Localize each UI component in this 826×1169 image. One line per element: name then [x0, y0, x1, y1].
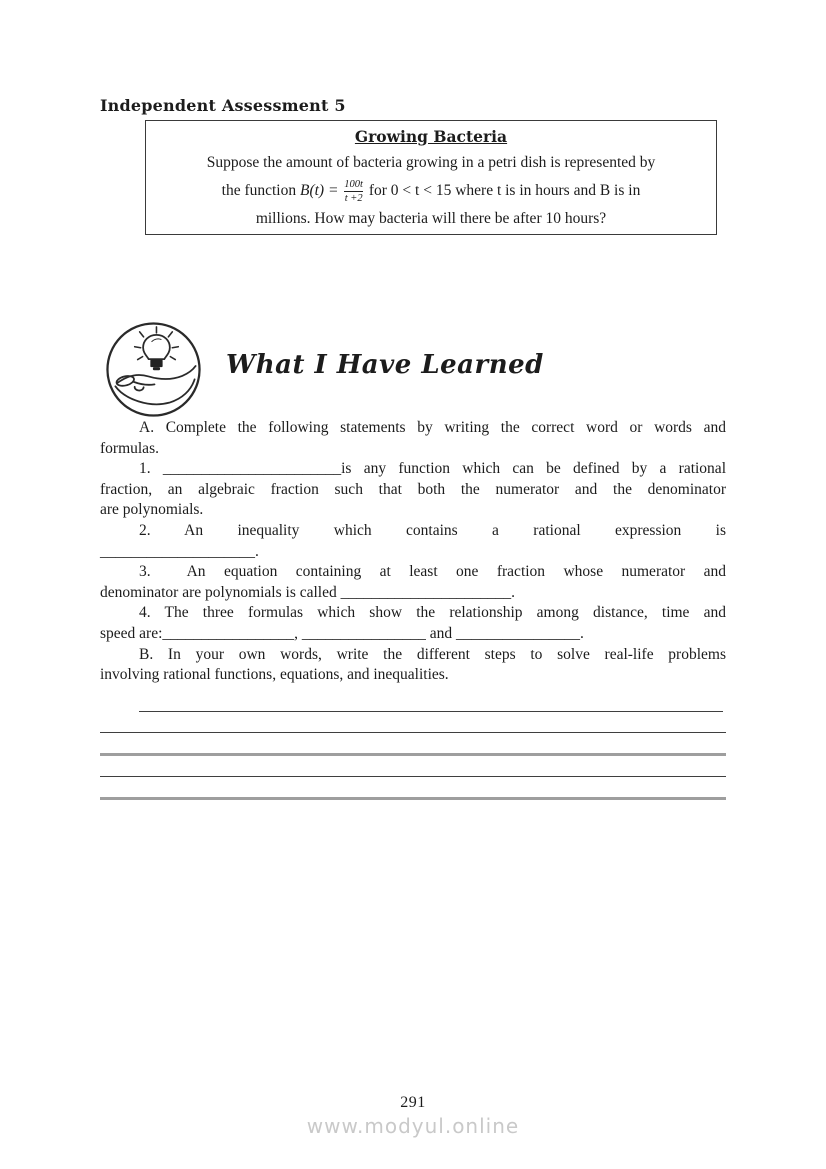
- paragraph: [100, 562, 726, 603]
- section-heading: Independent Assessment 5: [100, 96, 346, 115]
- paragraph: [100, 459, 726, 521]
- problem-text-line-1: Suppose the amount of bacteria growing in a petri dish is represented by: [206, 154, 656, 171]
- paragraph-line: fraction, an algebraic fraction such that both the numerator and the denominator: [100, 480, 726, 498]
- paragraph-line: A. Complete the following statements by writing the correct word or words and: [139, 419, 726, 436]
- blank-writing-line: [139, 688, 723, 712]
- blank-writing-line: [100, 712, 726, 733]
- watermark: www.modyul.online: [306, 1114, 520, 1138]
- paragraph-line: speed are:_________________, ________________ and ________________.: [100, 624, 584, 642]
- paragraph-line: are polynomials.: [100, 501, 204, 519]
- paragraph-line: 4. The three formulas which show the relationship among distance, time and: [139, 604, 726, 622]
- paragraph-line: 1. _______________________is any function which can be defined by a rational: [139, 460, 726, 478]
- paragraph: [100, 603, 726, 644]
- paragraph-line: ____________________.: [100, 542, 259, 560]
- paragraph-line: 3. An equation containing at least one fraction whose numerator and: [139, 563, 726, 581]
- problem-box: [145, 120, 717, 235]
- paragraph-line: 2. An inequality which contains a rational expression is: [139, 521, 726, 539]
- paragraph-line: involving rational functions, equations, and inequalities.: [100, 666, 449, 684]
- paragraph: [100, 418, 726, 459]
- blank-writing-line: [100, 756, 726, 777]
- paragraph-line: B. In your own words, write the different steps to solve real-life problems: [139, 645, 726, 663]
- paragraph-line: denominator are polynomials is called ______________________.: [100, 583, 515, 601]
- blank-writing-line: [100, 777, 726, 800]
- function-notation: B(t) =: [299, 182, 339, 199]
- statements: [100, 418, 726, 686]
- fraction: $\frac{100t}{t +2}$: [344, 179, 363, 204]
- problem-text-line-2: the function B(t) = $\frac{100t}{t +2}$ for 0 < t < 15 where t is in hours and B is in: [221, 179, 641, 204]
- page-number: 291: [400, 1094, 426, 1111]
- writing-lines: [100, 688, 726, 800]
- problem-title: Growing Bacteria: [354, 127, 508, 146]
- paragraph-line: formulas.: [100, 439, 159, 457]
- blank-writing-line: [100, 733, 726, 756]
- section-title: What I Have Learned: [226, 350, 544, 380]
- paragraph: [100, 645, 726, 686]
- paragraph: [100, 521, 726, 562]
- problem-text-line-3: millions. How may bacteria will there be after 10 hours?: [255, 210, 607, 227]
- hand-lightbulb-icon: [104, 320, 203, 419]
